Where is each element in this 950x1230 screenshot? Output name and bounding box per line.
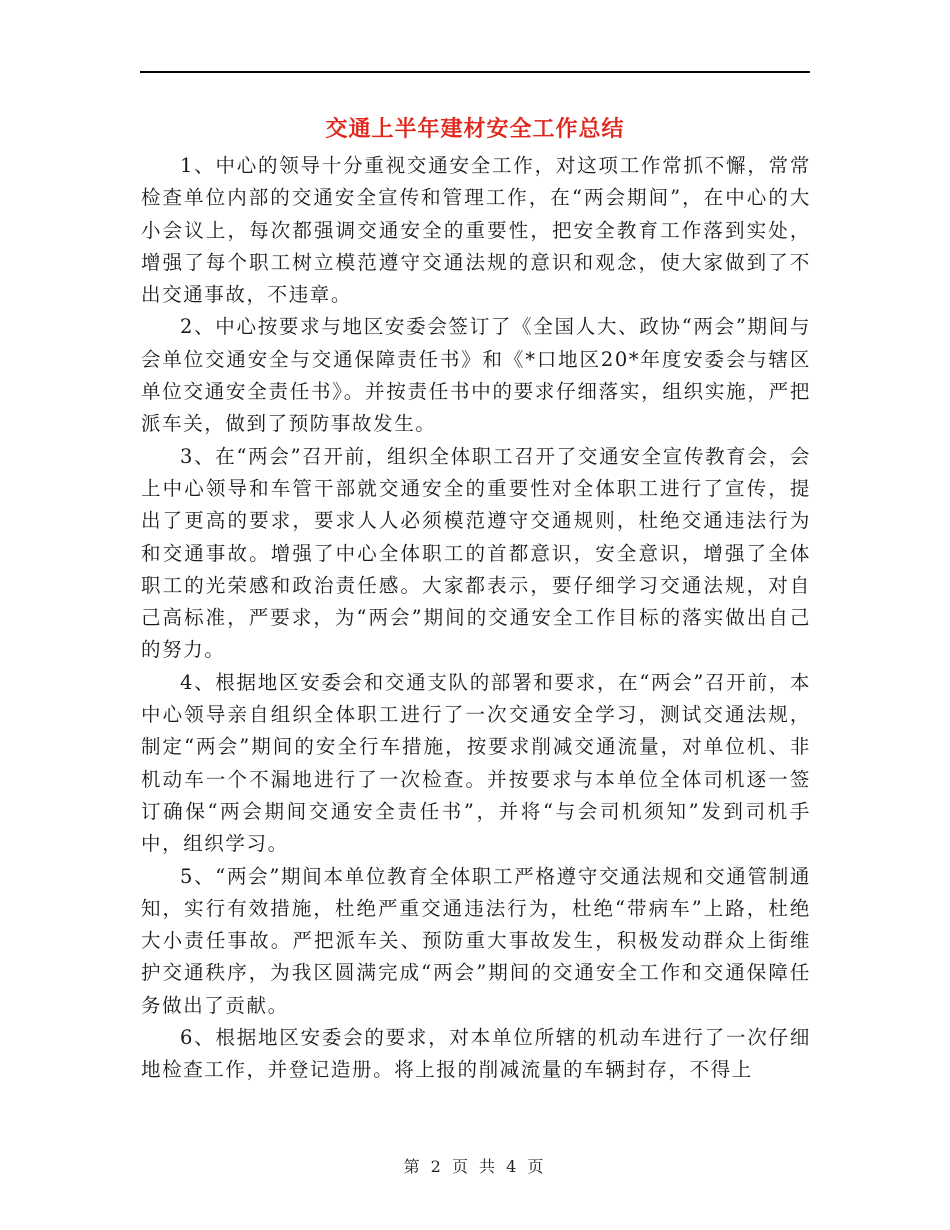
paragraph-1: 1、中心的领导十分重视交通安全工作，对这项工作常抓不懈，常常检查单位内部的交通安全宣传和管理工作，在“两会期间”，在中心的大小会议上，每次都强调交通安全的重要性，把安全教育工作落到实处，增强了每个职工树立模范遵守交通法规的意识和观念，使大家做到了不出交通事故，不违章。	[141, 154, 811, 307]
header-rule	[140, 71, 810, 73]
paragraph-6: 6、根据地区安委会的要求，对本单位所辖的机动车进行了一次仔细地检查工作，并登记造册。将上报的削减流量的车辆封存，不得上	[141, 1026, 811, 1082]
document-title: 交通上半年建材安全工作总结	[325, 116, 625, 142]
paragraph-2: 2、中心按要求与地区安委会签订了《全国人大、政协“两会”期间与会单位交通安全与交通保障责任书》和《*口地区20*年度安委会与辖区单位交通安全责任书》。并按责任书中的要求仔细落实，组织实施，严把派车关，做到了预防事故发生。	[141, 315, 811, 436]
page-number: 第 2 页 共 4 页	[403, 1157, 547, 1176]
document-body	[141, 150, 811, 1087]
paragraph-4: 4、根据地区安委会和交通支队的部署和要求，在“两会”召开前，本中心领导亲自组织全体职工进行了一次交通安全学习，测试交通法规，制定“两会”期间的安全行车措施，按要求削减交通流量，对单位机、非机动车一个不漏地进行了一次检查。并按要求与本单位全体司机逐一签订确保“两会期间交通安全责任书”，并将“与会司机须知”发到司机手中，组织学习。	[141, 670, 811, 856]
paragraph-3: 3、在“两会”召开前，组织全体职工召开了交通安全宣传教育会，会上中心领导和车管干部就交通安全的重要性对全体职工进行了宣传，提出了更高的要求，要求人人必须模范遵守交通规则，杜绝交通违法行为和交通事故。增强了中心全体职工的首都意识，安全意识，增强了全体职工的光荣感和政治责任感。大家都表示，要仔细学习交通法规，对自己高标准，严要求，为“两会”期间的交通安全工作目标的落实做出自己的努力。	[141, 444, 811, 662]
paragraph-5: 5、“两会”期间本单位教育全体职工严格遵守交通法规和交通管制通知，实行有效措施，杜绝严重交通违法行为，杜绝“带病车”上路，杜绝大小责任事故。严把派车关、预防重大事故发生，积极发动群众上街维护交通秩序，为我区圆满完成“两会”期间的交通安全工作和交通保障任务做出了贡献。	[141, 864, 811, 1017]
